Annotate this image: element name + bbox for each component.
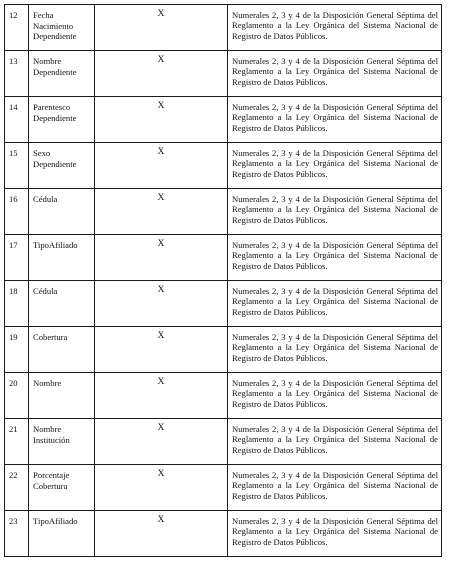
field-name: Nombre Dependiente bbox=[33, 56, 77, 77]
field-name-cell bbox=[29, 189, 95, 235]
legal-basis: Numerales 2, 3 y 4 de la Disposición General Séptima del Reglamento a la Ley Orgánica del Sistema Nacional de Registro de Datos Públicos. bbox=[232, 240, 438, 271]
mark: X bbox=[157, 238, 165, 249]
legal-basis-cell bbox=[228, 327, 442, 373]
field-name-cell bbox=[29, 511, 95, 557]
row-number-cell bbox=[5, 373, 29, 419]
mark-cell bbox=[95, 373, 228, 419]
legal-basis: Numerales 2, 3 y 4 de la Disposición General Séptima del Reglamento a la Ley Orgánica del Sistema Nacional de Registro de Datos Públicos. bbox=[232, 378, 438, 409]
mark: X bbox=[157, 376, 165, 387]
field-name-cell bbox=[29, 465, 95, 511]
field-name: Porcentaje Cobertura bbox=[33, 470, 70, 491]
field-name-cell bbox=[29, 281, 95, 327]
field-name: Parentesco Dependiente bbox=[33, 102, 77, 123]
legal-basis: Numerales 2, 3 y 4 de la Disposición General Séptima del Reglamento a la Ley Orgánica del Sistema Nacional de Registro de Datos Públicos. bbox=[232, 10, 438, 41]
row-number: 15 bbox=[9, 148, 18, 158]
mark: X bbox=[157, 330, 165, 341]
field-name-cell bbox=[29, 327, 95, 373]
legal-basis-cell bbox=[228, 143, 442, 189]
row-number: 19 bbox=[9, 332, 18, 342]
row-number-cell bbox=[5, 465, 29, 511]
legal-basis: Numerales 2, 3 y 4 de la Disposición General Séptima del Reglamento a la Ley Orgánica del Sistema Nacional de Registro de Datos Públicos. bbox=[232, 516, 438, 547]
field-name-cell bbox=[29, 5, 95, 51]
row-number: 17 bbox=[9, 240, 18, 250]
mark: X bbox=[157, 54, 165, 65]
table-row bbox=[5, 189, 442, 235]
legal-basis-cell bbox=[228, 419, 442, 465]
row-number: 20 bbox=[9, 378, 18, 388]
table-row bbox=[5, 465, 442, 511]
field-name: Cobertura bbox=[33, 332, 68, 342]
legal-basis-cell bbox=[228, 97, 442, 143]
row-number: 14 bbox=[9, 102, 18, 112]
mark: X bbox=[157, 468, 165, 479]
mark-cell bbox=[95, 143, 228, 189]
row-number-cell bbox=[5, 235, 29, 281]
mark-cell bbox=[95, 327, 228, 373]
field-name: Cédula bbox=[33, 194, 58, 204]
field-name: Nombre Institución bbox=[33, 424, 70, 445]
mark: X bbox=[157, 100, 165, 111]
legal-basis: Numerales 2, 3 y 4 de la Disposición General Séptima del Reglamento a la Ley Orgánica del Sistema Nacional de Registro de Datos Públicos. bbox=[232, 424, 438, 455]
field-name: TipoAfiliado bbox=[33, 516, 78, 526]
field-name-cell bbox=[29, 373, 95, 419]
legal-basis-cell bbox=[228, 465, 442, 511]
field-name: Fecha Nacimiento Dependiente bbox=[33, 10, 77, 42]
row-number-cell bbox=[5, 189, 29, 235]
table-row bbox=[5, 281, 442, 327]
fields-table bbox=[4, 4, 442, 557]
table-row bbox=[5, 373, 442, 419]
mark: X bbox=[157, 422, 165, 433]
row-number: 12 bbox=[9, 10, 18, 20]
mark-cell bbox=[95, 97, 228, 143]
legal-basis: Numerales 2, 3 y 4 de la Disposición General Séptima del Reglamento a la Ley Orgánica del Sistema Nacional de Registro de Datos Públicos. bbox=[232, 470, 438, 501]
row-number-cell bbox=[5, 327, 29, 373]
table-row bbox=[5, 97, 442, 143]
field-name-cell bbox=[29, 143, 95, 189]
field-name: Nombre bbox=[33, 378, 62, 388]
row-number: 16 bbox=[9, 194, 18, 204]
legal-basis-cell bbox=[228, 189, 442, 235]
mark: X bbox=[157, 192, 165, 203]
row-number: 21 bbox=[9, 424, 18, 434]
field-name: Sexo Dependiente bbox=[33, 148, 77, 169]
mark-cell bbox=[95, 511, 228, 557]
mark-cell bbox=[95, 51, 228, 97]
mark: X bbox=[157, 284, 165, 295]
legal-basis: Numerales 2, 3 y 4 de la Disposición General Séptima del Reglamento a la Ley Orgánica del Sistema Nacional de Registro de Datos Públicos. bbox=[232, 286, 438, 317]
legal-basis: Numerales 2, 3 y 4 de la Disposición General Séptima del Reglamento a la Ley Orgánica del Sistema Nacional de Registro de Datos Públicos. bbox=[232, 194, 438, 225]
field-name-cell bbox=[29, 97, 95, 143]
legal-basis-cell bbox=[228, 281, 442, 327]
table-body bbox=[5, 5, 442, 557]
mark-cell bbox=[95, 281, 228, 327]
legal-basis-cell bbox=[228, 235, 442, 281]
legal-basis-cell bbox=[228, 5, 442, 51]
row-number: 22 bbox=[9, 470, 18, 480]
table-row bbox=[5, 419, 442, 465]
mark-cell bbox=[95, 465, 228, 511]
row-number: 13 bbox=[9, 56, 18, 66]
legal-basis: Numerales 2, 3 y 4 de la Disposición General Séptima del Reglamento a la Ley Orgánica del Sistema Nacional de Registro de Datos Públicos. bbox=[232, 148, 438, 179]
field-name-cell bbox=[29, 51, 95, 97]
row-number-cell bbox=[5, 511, 29, 557]
row-number-cell bbox=[5, 97, 29, 143]
mark: X bbox=[157, 8, 165, 19]
field-name-cell bbox=[29, 235, 95, 281]
field-name-cell bbox=[29, 419, 95, 465]
row-number-cell bbox=[5, 5, 29, 51]
legal-basis-cell bbox=[228, 51, 442, 97]
row-number: 23 bbox=[9, 516, 18, 526]
table-row bbox=[5, 5, 442, 51]
table-row bbox=[5, 327, 442, 373]
mark-cell bbox=[95, 189, 228, 235]
row-number-cell bbox=[5, 51, 29, 97]
table-row bbox=[5, 51, 442, 97]
row-number-cell bbox=[5, 143, 29, 189]
mark: X bbox=[157, 146, 165, 157]
mark-cell bbox=[95, 5, 228, 51]
legal-basis: Numerales 2, 3 y 4 de la Disposición General Séptima del Reglamento a la Ley Orgánica del Sistema Nacional de Registro de Datos Públicos. bbox=[232, 332, 438, 363]
field-name: TipoAfiliado bbox=[33, 240, 78, 250]
table-row bbox=[5, 235, 442, 281]
legal-basis: Numerales 2, 3 y 4 de la Disposición General Séptima del Reglamento a la Ley Orgánica del Sistema Nacional de Registro de Datos Públicos. bbox=[232, 56, 438, 87]
legal-basis: Numerales 2, 3 y 4 de la Disposición General Séptima del Reglamento a la Ley Orgánica del Sistema Nacional de Registro de Datos Públicos. bbox=[232, 102, 438, 133]
table-row bbox=[5, 143, 442, 189]
mark-cell bbox=[95, 419, 228, 465]
row-number: 18 bbox=[9, 286, 18, 296]
row-number-cell bbox=[5, 281, 29, 327]
field-name: Cédula bbox=[33, 286, 58, 296]
legal-basis-cell bbox=[228, 373, 442, 419]
legal-basis-cell bbox=[228, 511, 442, 557]
row-number-cell bbox=[5, 419, 29, 465]
mark-cell bbox=[95, 235, 228, 281]
table-row bbox=[5, 511, 442, 557]
mark: X bbox=[157, 514, 165, 525]
